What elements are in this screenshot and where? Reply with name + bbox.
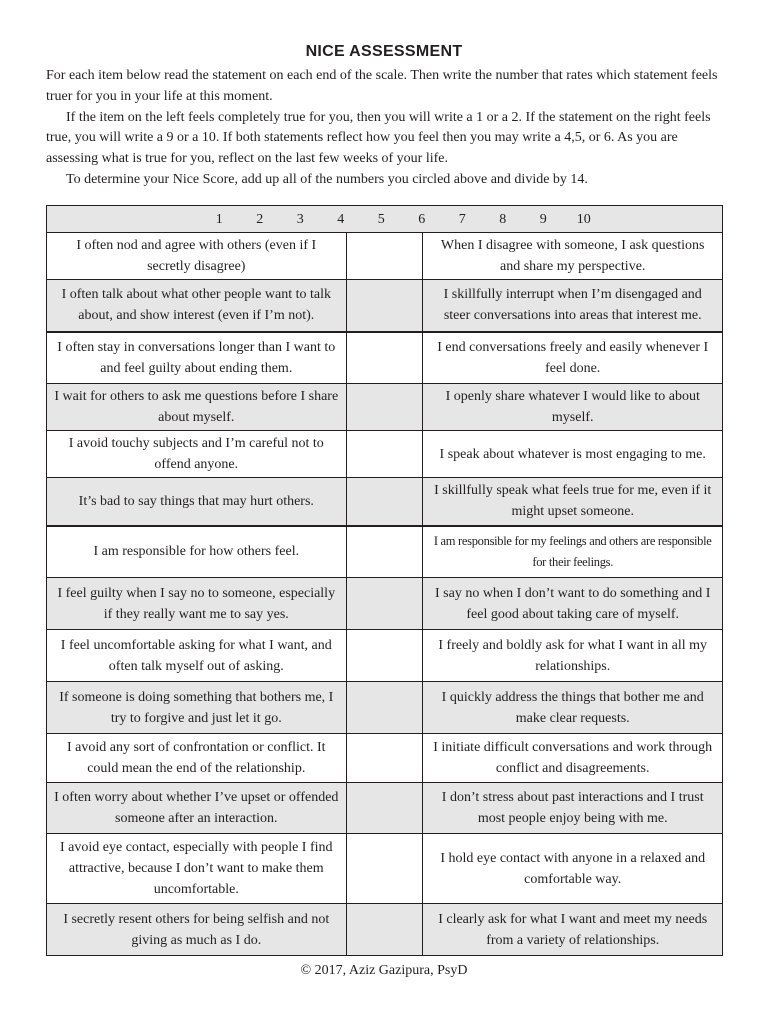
table-row <box>47 734 723 783</box>
rating-cell[interactable] <box>346 384 423 431</box>
rating-cell[interactable] <box>346 904 423 956</box>
rating-scale <box>47 206 723 233</box>
instructions <box>46 66 723 191</box>
left-statement: I wait for others to ask me questions before I share about myself. <box>47 384 347 431</box>
right-statement: I freely and boldly ask for what I want in all my relationships. <box>423 630 723 682</box>
right-statement: I clearly ask for what I want and meet my needs from a variety of relationships. <box>423 904 723 956</box>
scale-number: 9 <box>539 211 547 227</box>
scale-number: 10 <box>576 211 591 227</box>
table-row <box>47 904 723 956</box>
table-row <box>47 682 723 734</box>
rating-cell[interactable] <box>346 682 423 734</box>
left-statement: It’s bad to say things that may hurt others. <box>47 478 347 526</box>
right-statement: I don’t stress about past interactions and I trust most people enjoy being with me. <box>423 783 723 834</box>
right-statement: I quickly address the things that bother me and make clear requests. <box>423 682 723 734</box>
table-row <box>47 384 723 431</box>
rating-cell[interactable] <box>346 783 423 834</box>
left-statement: I feel guilty when I say no to someone, especially if they really want me to say yes. <box>47 578 347 630</box>
table-row <box>47 431 723 478</box>
table-row <box>47 332 723 384</box>
right-statement: I skillfully interrupt when I’m disengaged and steer conversations into areas that interest me. <box>423 280 723 332</box>
table-row <box>47 280 723 332</box>
right-statement: When I disagree with someone, I ask questions and share my perspective. <box>423 233 723 280</box>
left-statement: I feel uncomfortable asking for what I want, and often talk myself out of asking. <box>47 630 347 682</box>
table-row <box>47 578 723 630</box>
scale-number: 2 <box>256 211 264 227</box>
scale-number: 5 <box>377 211 385 227</box>
scale-number: 3 <box>296 211 304 227</box>
page-title: NICE ASSESSMENT <box>305 43 463 60</box>
rating-cell[interactable] <box>346 578 423 630</box>
left-statement: I secretly resent others for being selfish and not giving as much as I do. <box>47 904 347 956</box>
scale-number: 8 <box>499 211 507 227</box>
rating-cell[interactable] <box>346 478 423 526</box>
rating-cell[interactable] <box>346 332 423 384</box>
table-row <box>47 526 723 578</box>
left-statement: I often worry about whether I’ve upset or offended someone after an interaction. <box>47 783 347 834</box>
left-statement: If someone is doing something that bothers me, I try to forgive and just let it go. <box>47 682 347 734</box>
table-row <box>47 233 723 280</box>
table-row <box>47 630 723 682</box>
right-statement: I initiate difficult conversations and work through conflict and disagreements. <box>423 734 723 783</box>
scale-number: 4 <box>337 211 345 227</box>
right-statement: I openly share whatever I would like to about myself. <box>423 384 723 431</box>
left-statement: I avoid any sort of confrontation or conflict. It could mean the end of the relationship. <box>47 734 347 783</box>
right-statement: I skillfully speak what feels true for me, even if it might upset someone. <box>423 478 723 526</box>
right-statement: I say no when I don’t want to do something and I feel good about taking care of myself. <box>423 578 723 630</box>
left-statement: I often stay in conversations longer than I want to and feel guilty about ending them. <box>47 332 347 384</box>
scale-number: 7 <box>458 211 466 227</box>
left-statement: I avoid touchy subjects and I’m careful not to offend anyone. <box>47 431 347 478</box>
rating-cell[interactable] <box>346 431 423 478</box>
left-statement: I often nod and agree with others (even if I secretly disagree) <box>47 233 347 280</box>
left-statement: I avoid eye contact, especially with people I find attractive, because I don’t want to make them uncomfortable. <box>47 834 347 904</box>
rating-cell[interactable] <box>346 834 423 904</box>
left-statement: I often talk about what other people want to talk about, and show interest (even if I’m not). <box>47 280 347 332</box>
copyright-footer: © 2017, Aziz Gazipura, PsyD <box>300 963 468 978</box>
left-statement: I am responsible for how others feel. <box>47 526 347 578</box>
instruction-paragraph: To determine your Nice Score, add up all of the numbers you circled above and divide by 14. <box>66 171 588 187</box>
table-row <box>47 783 723 834</box>
scale-header-row <box>47 206 723 233</box>
rating-cell[interactable] <box>346 526 423 578</box>
right-statement: I speak about whatever is most engaging to me. <box>423 431 723 478</box>
right-statement: I end conversations freely and easily whenever I feel done. <box>423 332 723 384</box>
table-row <box>47 834 723 904</box>
rating-cell[interactable] <box>346 734 423 783</box>
instruction-paragraph: If the item on the left feels completely true for you, then you will write a 1 or a 2. If the statement on the right feels true, you will write a 9 or a 10. If both statements reflect how you feel then you may write a 4,5, or 6. As you are assessing what is true for you, reflect on the last few weeks of your life. <box>46 109 711 167</box>
instruction-paragraph: For each item below read the statement on each end of the scale. Then write the number that rates which statement feels truer for you in your life at this moment. <box>46 68 718 104</box>
table-row <box>47 478 723 526</box>
rating-cell[interactable] <box>346 233 423 280</box>
scale-number: 1 <box>215 211 223 227</box>
scale-number: 6 <box>418 211 426 227</box>
assessment-table <box>46 205 723 956</box>
right-statement: I hold eye contact with anyone in a relaxed and comfortable way. <box>423 834 723 904</box>
right-statement: I am responsible for my feelings and others are responsible for their feelings. <box>423 526 723 578</box>
rating-cell[interactable] <box>346 630 423 682</box>
rating-cell[interactable] <box>346 280 423 332</box>
